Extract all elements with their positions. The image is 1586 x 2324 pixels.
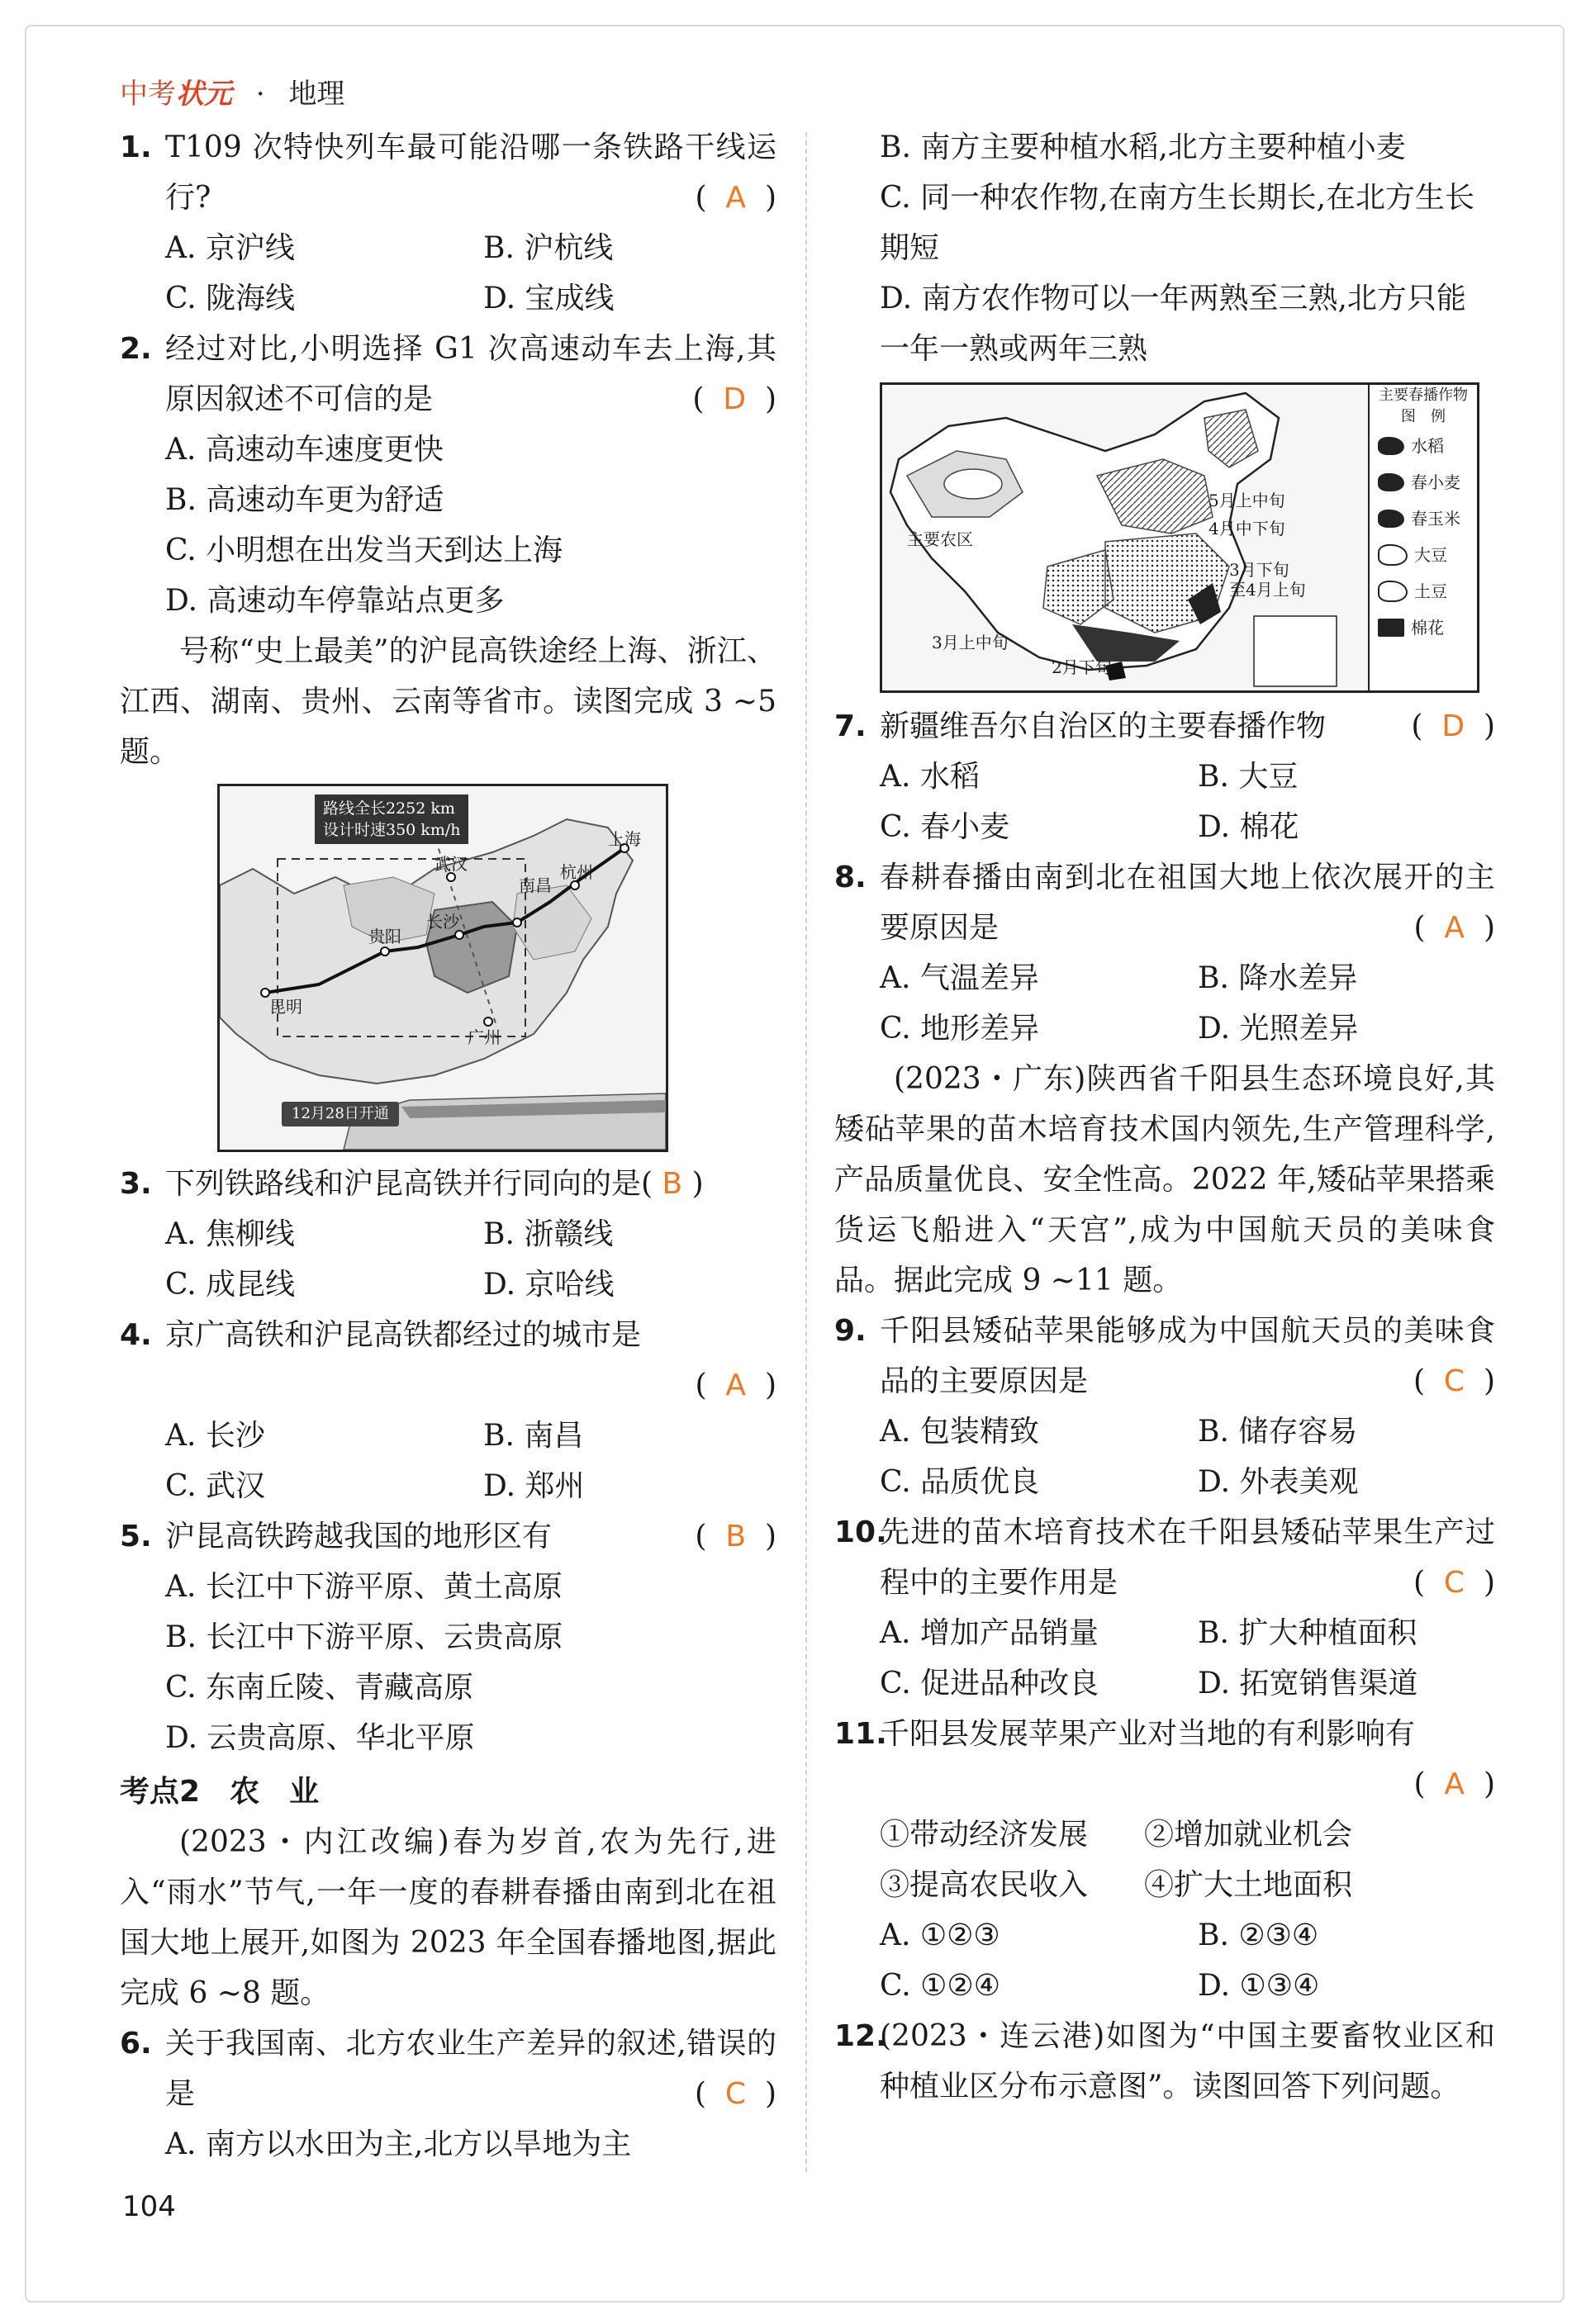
city-label: 杭州 bbox=[560, 862, 593, 882]
option: B. 大豆 bbox=[1198, 760, 1299, 794]
passage-9-11: (2023・广东)陕西省千阳县生态环境良好,其矮砧苹果的苗木培育技术国内领先,生产管理科学,产品质量优良、安全性高。2022 年,矮砧苹果搭乘货运飞船进入“天宫”,成为中国航天员的美味食品。据此完成 9 ~11 题。 bbox=[834, 1062, 1495, 1297]
statement-item: ①带动经济发展 bbox=[880, 1818, 1089, 1852]
question-12: 12. (2023・连云港)如图为“中国主要畜牧业区和种植业区分布示意图”。读图回答下列问题。 bbox=[834, 2019, 1495, 2103]
option: A. 包装精致 bbox=[880, 1415, 1039, 1449]
option: B. 降水差异 bbox=[1198, 961, 1358, 995]
answer-letter: B bbox=[662, 1167, 683, 1201]
rice-icon bbox=[1378, 437, 1404, 455]
answer-letter: A bbox=[1444, 911, 1465, 945]
option: B. 长江中下游平原、云贵高原 bbox=[165, 1620, 563, 1654]
map-label: 3月上中旬 bbox=[932, 633, 1009, 652]
question-text: 沪昆高铁跨越我国的地形区有 bbox=[165, 1520, 553, 1553]
question-10: 10. 先进的苗木培育技术在千阳县矮砧苹果生产过程中的主要作用是 ( C ) A. 增加产品销量 B. 扩大种植面积 C. 促进品种改良 D. 拓宽销售渠道 bbox=[834, 1507, 1495, 1709]
option: D. 云贵高原、华北平原 bbox=[165, 1721, 475, 1755]
statement-item: ④扩大土地面积 bbox=[1144, 1868, 1353, 1902]
option: D. 棉花 bbox=[1198, 810, 1299, 844]
question-text: 先进的苗木培育技术在千阳县矮砧苹果生产过程中的主要作用是 bbox=[880, 1515, 1495, 1600]
answer-letter: A bbox=[1444, 1767, 1465, 1801]
question-text: 新疆维吾尔自治区的主要春播作物 bbox=[880, 709, 1327, 743]
option: D. 宝成线 bbox=[483, 282, 615, 315]
option: C. 促进品种改良 bbox=[880, 1667, 1099, 1700]
potato-icon bbox=[1378, 581, 1408, 602]
option: B. 南方主要种植水稻,北方主要种植小麦 bbox=[880, 130, 1406, 164]
page-header bbox=[120, 71, 344, 111]
legend-title: 主要春播作物 bbox=[1379, 387, 1468, 404]
option: D. 京哈线 bbox=[483, 1268, 615, 1302]
question-2: 2. 经过对比,小明选择 G1 次高速动车去上海,其原因叙述不可信的是 ( D ) A. 高速动车速度更快 B. 高速动车更为舒适 C. 小明想在出发当天到达上海 D. 高速动车停靠站点更多 bbox=[120, 324, 776, 626]
route-info-callout: 路线全长2252 km 设计时速350 km/h bbox=[315, 794, 468, 844]
question-7: 7. 新疆维吾尔自治区的主要春播作物 ( D ) A. 水稻 B. 大豆 C. 春小麦 D. 棉花 bbox=[834, 701, 1495, 852]
answer-bracket: ( D ) bbox=[692, 382, 776, 416]
question-4: 4. 京广高铁和沪昆高铁都经过的城市是 ( A ) A. 长沙 B. 南昌 C. 武汉 D. 郑州 bbox=[120, 1310, 776, 1511]
option: B. 扩大种植面积 bbox=[1198, 1616, 1417, 1650]
option: A. 高速动车速度更快 bbox=[165, 433, 444, 467]
question-6: 6. 关于我国南、北方农业生产差异的叙述,错误的是 ( C ) A. 南方以水田为主,北方以旱地为主 bbox=[120, 2018, 776, 2170]
option: D. ①③④ bbox=[1198, 1969, 1320, 2003]
option: C. 成昆线 bbox=[165, 1268, 296, 1302]
answer-bracket: ( D ) bbox=[1411, 709, 1495, 743]
option: A. ①②③ bbox=[880, 1918, 1000, 1952]
question-text: 下列铁路线和沪昆高铁并行同向的是 bbox=[165, 1167, 642, 1201]
passage-6-8: (2023・内江改编)春为岁首,农为先行,进入“雨水”节气,一年一度的春耕春播由南到北在祖国大地上展开,如图为 2023 年全国春播地图,据此完成 6 ~8 题。 bbox=[120, 1825, 776, 2010]
option: C. 春小麦 bbox=[880, 810, 1010, 844]
spring-wheat-icon bbox=[1378, 473, 1404, 491]
question-text: (2023・连云港)如图为“中国主要畜牧业区和种植业区分布示意图”。读图回答下列问题。 bbox=[880, 2019, 1495, 2103]
question-3: 3. 下列铁路线和沪昆高铁并行同向的是( B ) A. 焦柳线 B. 浙赣线 C. 成昆线 D. 京哈线 bbox=[120, 1159, 776, 1310]
legend-item: 春小麦 bbox=[1370, 464, 1477, 500]
map-label: 主要农区 bbox=[907, 529, 973, 549]
option: C. 武汉 bbox=[165, 1469, 266, 1503]
statement-item: ②增加就业机会 bbox=[1144, 1818, 1353, 1852]
answer-letter: A bbox=[725, 181, 747, 215]
option: B. ②③④ bbox=[1198, 1918, 1319, 1952]
statement-item: ③提高农民收入 bbox=[880, 1868, 1089, 1902]
option: C. 东南丘陵、青藏高原 bbox=[165, 1671, 474, 1705]
option: D. 南方农作物可以一年两熟至三熟,北方只能一年一熟或两年三熟 bbox=[880, 282, 1466, 366]
option: D. 郑州 bbox=[483, 1469, 585, 1503]
header-separator: · bbox=[255, 78, 265, 111]
option: A. 增加产品销量 bbox=[880, 1616, 1099, 1650]
map-label: 5月上中旬 bbox=[1208, 491, 1285, 510]
section-heading: 考点2 农 业 bbox=[120, 1775, 320, 1809]
answer-letter: A bbox=[725, 1368, 747, 1402]
city-label: 南昌 bbox=[519, 875, 552, 895]
answer-letter: C bbox=[1443, 1566, 1465, 1600]
city-label: 长沙 bbox=[426, 912, 459, 932]
option: A. 焦柳线 bbox=[165, 1217, 295, 1251]
map-legend bbox=[1368, 385, 1477, 690]
map-label: 至4月上旬 bbox=[1229, 580, 1306, 600]
question-text: 千阳县发展苹果产业对当地的有利影响有 bbox=[880, 1717, 1416, 1751]
option: C. 同一种农作物,在南方生长期长,在北方生长期短 bbox=[880, 181, 1475, 265]
question-text: 千阳县矮砧苹果能够成为中国航天员的美味食品的主要原因是 bbox=[880, 1314, 1495, 1398]
option: A. 京沪线 bbox=[165, 231, 295, 265]
question-11: 11. 千阳县发展苹果产业对当地的有利影响有 ( A ) ①带动经济发展 ②增加就业机会 ③提高农民收入 ④扩大土地面积 A. ①②③ B. ②③④ C. ①②④ D. ①③④ bbox=[834, 1709, 1495, 2011]
option: C. 陇海线 bbox=[165, 282, 296, 315]
answer-letter: D bbox=[1441, 709, 1465, 743]
page-number: 104 bbox=[122, 2190, 176, 2223]
option: B. 南昌 bbox=[483, 1419, 584, 1453]
option: C. 品质优良 bbox=[880, 1465, 1040, 1499]
legend-item: 大豆 bbox=[1370, 537, 1477, 573]
legend-subtitle: 图 例 bbox=[1401, 408, 1446, 425]
map-label: 3月下旬 bbox=[1229, 560, 1289, 580]
column-divider bbox=[805, 132, 807, 2172]
option: D. 拓宽销售渠道 bbox=[1198, 1667, 1418, 1700]
legend-item: 棉花 bbox=[1370, 609, 1477, 646]
map-label: 4月中下旬 bbox=[1208, 519, 1285, 538]
answer-letter: C bbox=[724, 2077, 747, 2111]
option: B. 沪杭线 bbox=[483, 231, 614, 265]
city-label: 昆明 bbox=[269, 997, 302, 1017]
spring-sowing-map bbox=[880, 382, 1479, 693]
option: B. 储存容易 bbox=[1198, 1415, 1358, 1449]
passage-3-5: 号称“史上最美”的沪昆高铁途经上海、浙江、江西、湖南、贵州、云南等省市。读图完成 3 ~5 题。 bbox=[120, 634, 776, 769]
answer-bracket: ( A ) bbox=[1413, 1767, 1495, 1801]
city-label: 贵阳 bbox=[368, 927, 401, 946]
answer-bracket: ( A ) bbox=[695, 181, 776, 215]
option: D. 高速动车停靠站点更多 bbox=[165, 584, 505, 618]
right-column bbox=[834, 122, 1495, 2112]
answer-letter: B bbox=[725, 1520, 747, 1553]
option: D. 外表美观 bbox=[1198, 1465, 1359, 1499]
question-8: 8. 春耕春播由南到北在祖国大地上依次展开的主要原因是 ( A ) A. 气温差异 B. 降水差异 C. 地形差异 D. 光照差异 bbox=[834, 852, 1495, 1054]
answer-letter: D bbox=[723, 382, 747, 416]
city-label: 上海 bbox=[608, 829, 641, 849]
option: A. 气温差异 bbox=[880, 961, 1039, 995]
answer-bracket: ( B ) bbox=[695, 1520, 776, 1553]
subject-title: 地理 bbox=[288, 78, 345, 111]
answer-bracket: ( C ) bbox=[1413, 1364, 1495, 1398]
option: B. 浙赣线 bbox=[483, 1217, 614, 1251]
hukun-railway-map bbox=[217, 784, 668, 1152]
question-text: 京广高铁和沪昆高铁都经过的城市是 bbox=[165, 1318, 642, 1352]
option: A. 水稻 bbox=[880, 760, 980, 794]
opening-date-badge: 12月28日开通 bbox=[282, 1102, 399, 1126]
question-1: 1. T109 次特快列车最可能沿哪一条铁路干线运行? ( A ) A. 京沪线 B. 沪杭线 C. 陇海线 D. 宝成线 bbox=[120, 122, 776, 324]
city-label: 广州 bbox=[468, 1027, 501, 1047]
legend-item: 春玉米 bbox=[1370, 500, 1477, 537]
option: C. 小明想在出发当天到达上海 bbox=[165, 534, 563, 567]
legend-item: 水稻 bbox=[1370, 428, 1477, 464]
option: B. 高速动车更为舒适 bbox=[165, 483, 444, 517]
answer-bracket: ( B ) bbox=[641, 1167, 704, 1201]
city-label: 武汉 bbox=[434, 854, 468, 874]
option: C. ①②④ bbox=[880, 1969, 1000, 2003]
question-text: 经过对比,小明选择 G1 次高速动车去上海,其原因叙述不可信的是 bbox=[165, 332, 776, 416]
answer-bracket: ( A ) bbox=[1413, 911, 1495, 945]
question-9: 9. 千阳县矮砧苹果能够成为中国航天员的美味食品的主要原因是 ( C ) A. 包装精致 B. 储存容易 C. 品质优良 D. 外表美观 bbox=[834, 1306, 1495, 1507]
legend-item: 土豆 bbox=[1370, 573, 1477, 609]
question-text: T109 次特快列车最可能沿哪一条铁路干线运行? bbox=[165, 130, 776, 215]
option: A. 南方以水田为主,北方以旱地为主 bbox=[165, 2127, 632, 2161]
cotton-icon bbox=[1378, 619, 1404, 637]
option: A. 长沙 bbox=[165, 1419, 265, 1453]
question-text: 春耕春播由南到北在祖国大地上依次展开的主要原因是 bbox=[880, 861, 1495, 945]
answer-bracket: ( C ) bbox=[1413, 1566, 1495, 1600]
left-column bbox=[120, 122, 776, 2170]
question-text: 关于我国南、北方农业生产差异的叙述,错误的是 bbox=[165, 2027, 776, 2111]
answer-bracket: ( A ) bbox=[695, 1368, 776, 1402]
answer-bracket: ( C ) bbox=[694, 2077, 776, 2111]
option: D. 光照差异 bbox=[1198, 1012, 1359, 1046]
map-label: 2月下旬 bbox=[1052, 657, 1112, 677]
question-5: 5. 沪昆高铁跨越我国的地形区有 ( B ) A. 长江中下游平原、黄土高原 B. 长江中下游平原、云贵高原 C. 东南丘陵、青藏高原 D. 云贵高原、华北平原 bbox=[120, 1511, 776, 1763]
brand-logo: 中考状元 bbox=[120, 78, 232, 111]
answer-letter: C bbox=[1443, 1364, 1465, 1398]
soybean-icon bbox=[1378, 544, 1408, 566]
spring-corn-icon bbox=[1378, 510, 1404, 528]
option: A. 长江中下游平原、黄土高原 bbox=[165, 1570, 563, 1604]
option: C. 地形差异 bbox=[880, 1012, 1040, 1046]
